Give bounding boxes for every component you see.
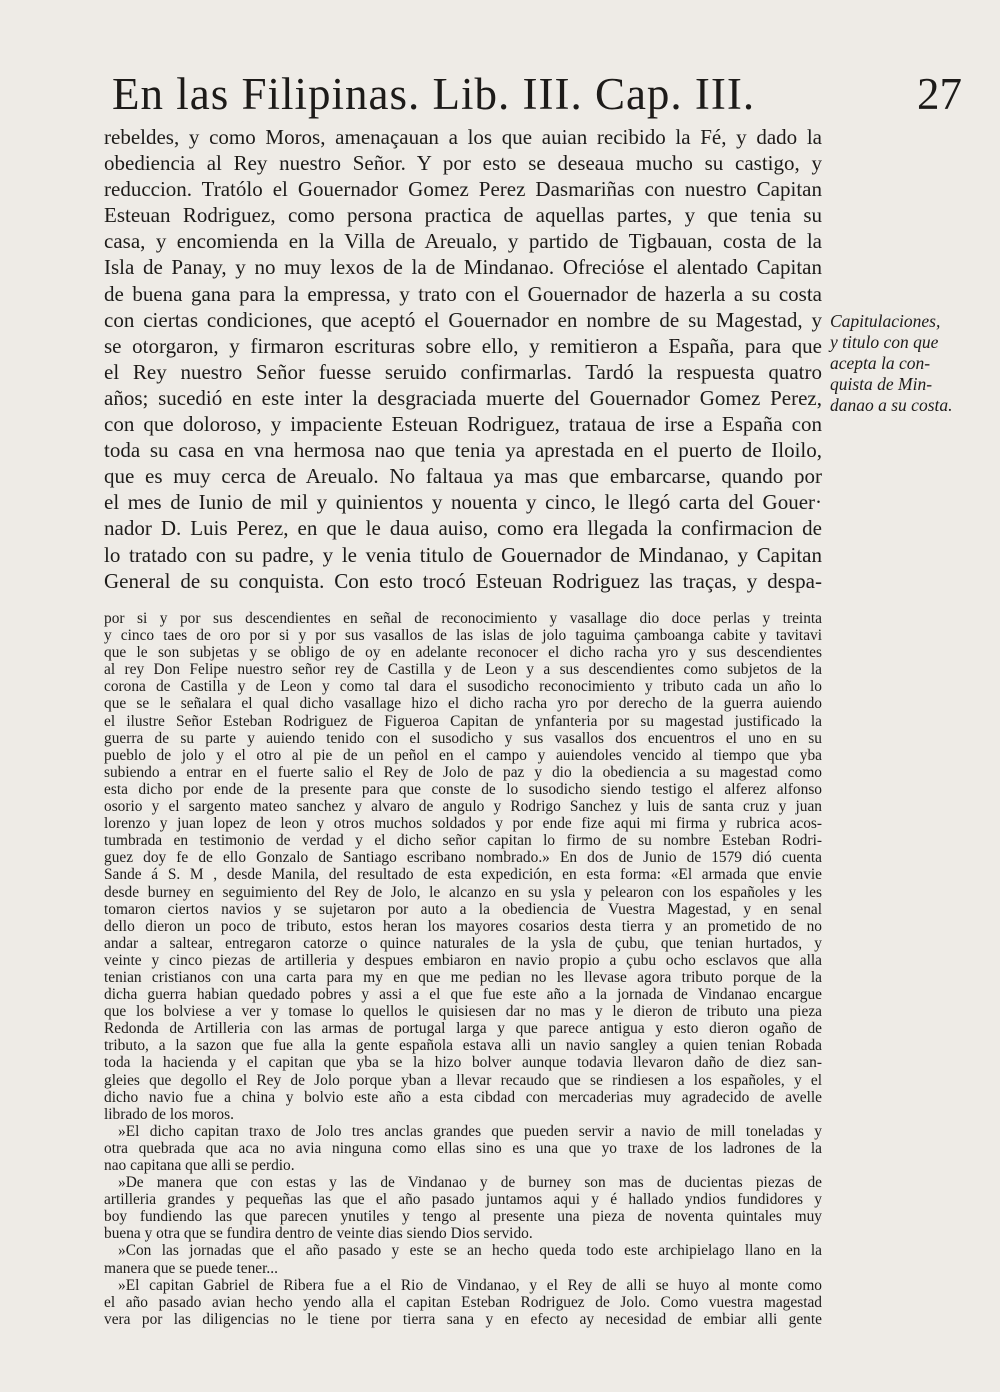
footnote-line: dicho navio fue a china y bolvio este año a esta cibdad con mercaderias muy agradecido de avelle (104, 1088, 822, 1106)
footnote-line: andar a saltear, entregaron catorze o quince naturales de la ysla de çubu, que tenian hurtados, y (104, 934, 822, 952)
main-text-line: de buena gana para la empressa, y trato con el Gouernador de hazerla a su costa (104, 281, 822, 306)
main-text-line: años; sucedió en este inter la desgraciada muerte del Gouernador Gomez Perez, (104, 385, 822, 410)
main-text-line: con ciertas condiciones, que aceptó el Gouernador en nombre de su Magestad, y (104, 307, 822, 332)
main-text-line: Isla de Panay, y no muy lexos de la de Mindanao. Ofreciόse el alentado Capitan (104, 255, 822, 280)
footnote-line: subiendo a entrar en el fuerte salio el Rey de Jolo de paz y dio la obediencia a su magestad como (104, 763, 822, 781)
footnote-line: al rey Don Felipe nuestro señor rey de Castilla y de Leon y a sus descendientes como subjetos de la (104, 661, 822, 679)
margin-note-line: Capitulaciones, (830, 311, 941, 331)
footnote-line: boy fundiendo las que parecen ynutiles y tengo al presente una pieza de noventa quintales muy (104, 1208, 822, 1226)
page-number: 27 (917, 69, 962, 119)
footnote-line: otra quebrada que aca no avia ninguna como ellas sino es una que yo traxe de los ladrones de la (104, 1139, 822, 1157)
footnote-line: tributo, a la sazon que fue alla la gente española estava alli un navio sangley a quien tenian Robada (104, 1037, 822, 1055)
main-text-line: nador D. Luis Perez, en que le daua auiso, como era llegada la confirmacion de (104, 516, 822, 541)
footnote-line: osorio y el sargento mateo sanchez y alvaro de angulo y Rodrigo Sanchez y luis de santa cruz y juan (104, 798, 822, 816)
main-text-line: obediencia al Rey nuestro Señor. Y por esto se deseaua mucho su castigo, y (104, 151, 822, 176)
main-text-line: casa, y encomienda en la Villa de Areualo, y partido de Tigbauan, costa de la (104, 229, 822, 254)
footnote-line: veinte y cinco piezas de artilleria y despues embiaron en navio propio a çubu ocho esclavos que alla (104, 951, 822, 969)
main-text-line: Esteuan Rodriguez, como persona practica de aquellas partes, y que tenia su (104, 203, 822, 228)
main-text-line: que es muy cerca de Areualo. No faltaua ya mas que embarcarse, quando por (104, 464, 822, 489)
footnote-line: que se le señalara el qual dicho vasallage hizo el dicho racha yro por derecho de la guerra auiendo (104, 695, 822, 713)
main-text-line: el Rey nuestro Señor fuesse seruido confirmarlas. Tardó la respuesta quatro (104, 359, 822, 384)
footnote-line: »El capitan Gabriel de Ribera fue a el Rio de Vindanao, y el Rey de alli se huyo al monte como (118, 1276, 822, 1294)
footnote-line: por si y por sus descendientes en señal de reconocimiento y vasallage dio doce perlas y treinta (104, 610, 822, 627)
footnote-line: gleies que degollo el Rey de Jolo porque yban a llevar recaudo que se rindiesen a los españoles, y el (104, 1071, 822, 1089)
running-title: En las Filipinas. Lib. III. Cap. III. (112, 69, 756, 119)
footnote-line: »De manera que con estas y las de Vindanao y de burney son mas de ducientas piezas de (118, 1174, 822, 1192)
footnote-line: dicha guerra habian quedado pobres y assi a el que fue este año a la jornada de Vindanao encargue (104, 986, 822, 1004)
footnote-line: buena y otra que se fundira dentro de veinte dias siendo Dios servido. (104, 1225, 533, 1243)
margin-note-line: quista de Min- (830, 374, 933, 394)
footnote-line: tenian cristianos con una carta para my en que me pedian no les llevase agora tributo porque de la (104, 968, 822, 986)
footnote-line: y cinco taes de oro por si y por sus vasallos de las islas de jolo taguima çamboanga cabite y tavitavi (104, 627, 822, 645)
footnote-line: dello dieron un poco de tributo, estos heran los mayores cosarios desta tierra y an prometido de no (104, 917, 822, 935)
margin-note-line: danao a su costa. (830, 395, 953, 415)
main-text-line: General de su conquista. Con esto trocó Esteuan Rodriguez las traças, y despa- (104, 568, 822, 593)
footnote-line: artilleria grandes y pequeñas las que el año pasado juntamos aqui y é hallado yndios fundidores y (104, 1191, 822, 1209)
main-text (104, 124, 822, 594)
main-text-line: reduccion. Tratólo el Gouernador Gomez Perez Dasmariñas con nuestro Capitan (104, 177, 822, 202)
margin-note (830, 311, 970, 416)
footnote-line: desde burney en seguimiento del Rey de Jolo, le alcanzo en su ysla y pelearon con los españoles y les (104, 883, 822, 901)
footnote-line: el ilustre Señor Esteban Rodriguez de Figueroa Capitan de ynfanteria por su magestad justificado la (104, 712, 822, 730)
main-text-line: rebeldes, y como Moros, amenaçauan a los que auian recibido la Fé, y dado la (104, 125, 822, 149)
footnote-line: guerra de su parte y auiendo tenido con el susodicho y sus vasallos dos encuentros el uno en su (104, 729, 822, 747)
footnote-line: el año pasado avian hecho yendo alla el capitan Esteban Rodriguez de Jolo. Como vuestra magestad (104, 1293, 822, 1311)
footnote-line: guez doy fe de ello Gonzalo de Santiago escribano nombrado.» En dos de Junio de 1579 dió cuenta (104, 849, 822, 867)
footnote-line: Redonda de Artilleria con las armas de portugal larga y que parece antigua y esto dieron ogaño de (104, 1020, 822, 1038)
margin-note-line: y titulo con que (830, 332, 939, 352)
footnote-line: esta dicho por ende de la presente para que conste de lo susodicho siendo testigo el alferez alfonso (104, 780, 822, 798)
footnote-line: tumbrada en testimonio de verdad y el dicho señor capitan lo firmo de su nombre Esteban Rodri- (104, 832, 822, 850)
main-text-line: con que doloroso, y impaciente Esteuan Rodriguez, trataua de irse a España con (104, 412, 822, 437)
footnote-line: nao capitana que alli se perdio. (104, 1157, 295, 1174)
footnote-line: »Con las jornadas que el año pasado y este se an hecho queda todo este archipielago llano en la (118, 1242, 822, 1260)
page-header (112, 66, 962, 122)
footnote-line: corona de Castilla y de Leon y como tal dara el susodicho reconocimiento y tributo cada un año lo (104, 678, 822, 696)
footnote-line: pueblo de jolo y el otro al pie de un peñol en el campo y auiendoles vencido al tiempo que yba (104, 746, 822, 764)
margin-note-line: acepta la con- (830, 353, 931, 373)
footnote (104, 610, 822, 1328)
main-text-line: toda su casa en vna hermosa nao que tenia ya aprestada en el puerto de Iloilo, (104, 438, 822, 463)
footnote-line: toda la hacienda y el capitan que yba se la hizo bolver aunque todavia llevaron daño de diez san- (104, 1054, 822, 1072)
main-text-line: lo tratado con su padre, y le venia titulo de Gouernador de Mindanao, y Capitan (104, 542, 822, 567)
footnote-line: vera por las diligencias no le tiene por tierra sana y en efecto ay necesidad de embiar alli gente (104, 1310, 822, 1328)
footnote-line: manera que se puede tener... (104, 1259, 278, 1277)
main-text-line: se otorgaron, y firmaron escrituras sobre ello, y remitieron a España, para que (104, 333, 822, 358)
footnote-line: librado de los moros. (104, 1105, 234, 1123)
main-text-line: el mes de Iunio de mil y quinientos y nouenta y cinco, le llegó carta del Gouer· (104, 490, 822, 515)
footnote-line: lorenzo y juan lopez de leon y otros muchos soldados y por ende fize aqui mi firma y rubrica acos- (104, 815, 822, 833)
footnote-line: que los bolviese a ver y tomase lo quellos le quisiesen dar no mas y le dieron de tributo una pieza (104, 1003, 822, 1021)
footnote-line: »El dicho capitan traxo de Jolo tres anclas grandes que pueden servir a navio de mill toneladas y (118, 1122, 822, 1140)
footnote-line: que le son subjetas y se obligo de oy en adelante reconocer el dicho racha yro y sus descendientes (104, 644, 822, 662)
footnote-line: tomaron ciertos navios y se sujetaron por auto a la obediencia de Vuestra Magestad, y en senal (104, 900, 822, 918)
footnote-line: Sande á S. M , desde Manila, del resultado de esta expedición, en esta forma: «El armada que envie (104, 866, 822, 884)
